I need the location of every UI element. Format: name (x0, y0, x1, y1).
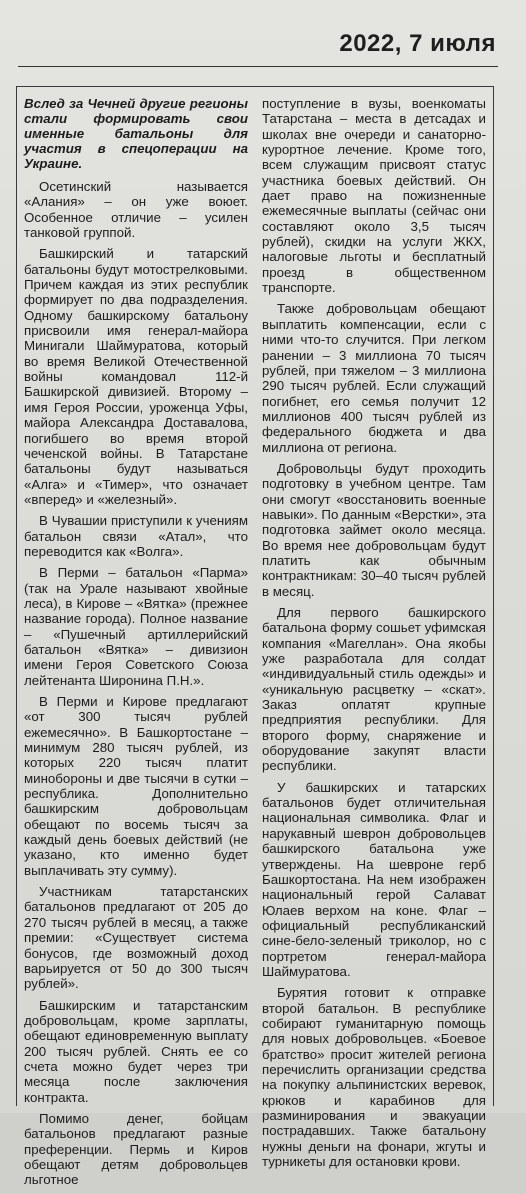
header-divider (18, 66, 498, 67)
paragraph: Бурятия готовит к отправке второй батальон. В республике собирают гуманитарную помощь для новых добровольцев. «Боевое братство» просит жителей региона перечислить организации средства на покупку альпинистских веревок, крюков и карабинов для разминирования и эвакуации пострадавших. Также батальону нужны деньги на фонари, жгуты и турникеты для остановки крови. (262, 985, 486, 1170)
paragraph: Помимо денег, бойцам батальонов предлагают разные преференции. Пермь и Киров обещают детям добровольцев льготное (24, 1110, 248, 1188)
left-column (24, 96, 248, 1194)
paragraph: В Перми и Кирове предлагают «от 300 тысяч рублей ежемесячно». В Башкортостане – минимум 280 тысяч рублей, из которых 220 тысяч платит минобороны и две тысячи в сутки – республика. Дополнительно башкирским добровольцам обещают по восемь тысяч за каждый день боевых действий (не указано, кто именно будет выплачивать эту сумму). (24, 694, 248, 878)
paragraph: Башкирский и татарский батальоны будут мотострелковыми. Причем каждая из этих республик формирует по два подразделения. Одному башкирскому батальону присвоили имя генерал-майора Минигали Шаймуратова, который во время Великой Отечественной войны командовал 112-й Башкирской дивизией. Второму – имя Героя России, уроженца Уфы, майора Александра Доставалова, погибшего во время второй чеченской войны. В Татарстане батальоны будут называться «Алга» и «Тимер», что означает «вперед» и «железный». (24, 246, 248, 507)
paragraph: Башкирским и татарстанским добровольцам, кроме зарплаты, обещают единовременную выплату 200 тысяч рублей. Снять ее со счета можно будет через три месяца после заключения контракта. (24, 997, 248, 1105)
paragraph: Участникам татарстанских батальонов предлагают от 205 до 270 тысяч рублей в месяц, а также премии: «Существует система бонусов, где возможный доход варьируется от 50 до 300 тысяч рублей». (24, 884, 248, 992)
paragraph: Для первого башкирского батальона форму сошьет уфимская компания «Магеллан». Она якобы уже разработала для солдат «индивидуальный стиль одежды» и «уникальную расцветку – «скат». Заказ оплатят крупные предприятия республики. Для второго форму, снаряжение и оборудование закупят власти республики. (262, 605, 486, 774)
paragraph: Добровольцы будут проходить подготовку в учебном центре. Там они смогут «восстановить военные навыки». По данным «Верстки», эта подготовка займет около месяца. Во время нее добровольцам будут платить как обычным контрактникам: 30–40 тысяч рублей в месяц. (262, 460, 486, 599)
paragraph: Также добровольцам обещают выплатить компенсации, если с ними что-то случится. При легком ранении – 3 миллиона 70 тысяч рублей, при тяжелом – 3 миллиона 290 тысяч рублей. Если служащий погибнет, его семья получит 12 миллионов 400 тысяч рублей из федерального бюджета и два миллиона от региона. (262, 301, 486, 455)
right-column (262, 96, 486, 1175)
paragraph: В Перми – батальон «Парма» (так на Урале называют хвойные леса), в Кирове – «Вятка» (прежнее название города). Полное название – «Пушечный артиллерийский батальон «Вятка» – дивизион имени Героя Советского Союза лейтенанта Широнина П.Н.». (24, 565, 248, 688)
article-lede: Вслед за Чечней другие регионы стали формировать свои именные батальоны для участия в спецоперации на Украине. (24, 96, 248, 171)
paragraph-continuation: поступление в вузы, военкоматы Татарстана – места в детсадах и школах вне очереди и санаторно-курортное лечение. Кроме того, всем служащим присвоят статус участника боевых действий. Он дает право на пожизненные ежемесячные выплаты (сейчас они составляют около 3,5 тысяч рублей), скидки на услуги ЖКХ, налоговые льготы и бесплатный проезд в общественном транспорте. (262, 96, 486, 296)
issue-date: 2022, 7 июля (339, 30, 496, 57)
paragraph: В Чувашии приступили к учениям батальон связи «Атал», что переводится как «Волга». (24, 513, 248, 559)
paragraph: У башкирских и татарских батальонов будет отличительная национальная символика. Флаг и нарукавный шеврон добровольцев башкирского батальона уже утверждены. На шевроне герб Башкортостана. На нем изображен национальный герой Салават Юлаев верхом на коне. Флаг – официальный республиканский сине-бело-зеленый триколор, но с портретом генерал-майора Шаймуратова. (262, 779, 486, 979)
paragraph: Осетинский называется «Алания» – он уже воюет. Особенное отличие – усилен танковой группой. (24, 179, 248, 241)
